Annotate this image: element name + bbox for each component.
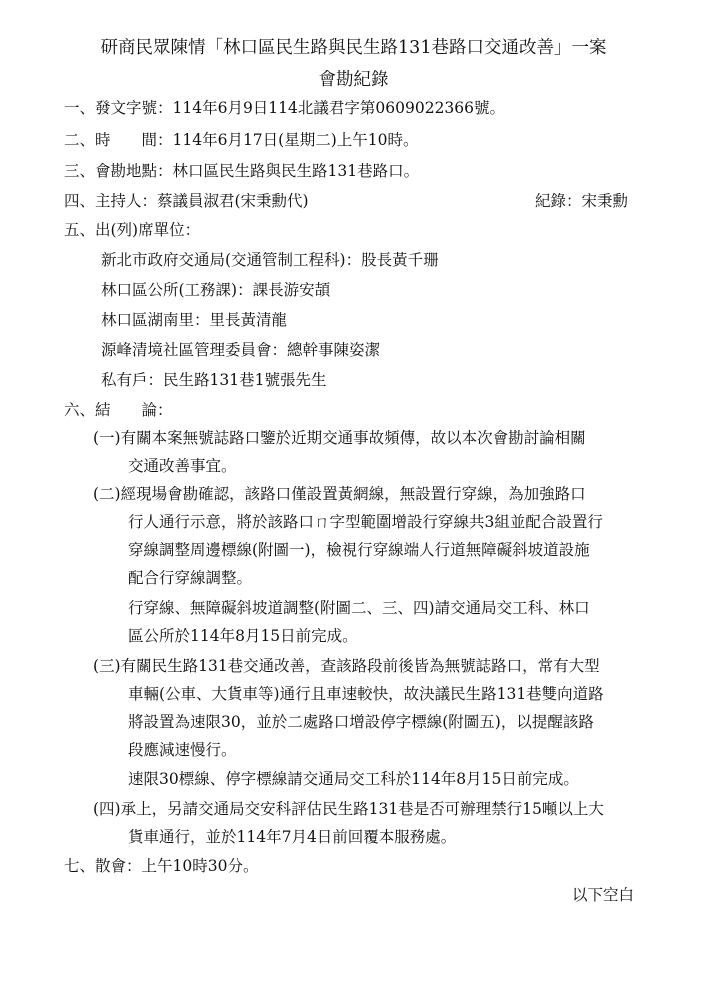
attendee-item: 林口區湖南里：里長黃清龍 — [101, 311, 288, 329]
attendees-heading: 五、出(列)席單位： — [64, 221, 201, 239]
conclusion-2-text: 行人通行示意，將於該路口ㄇ字型範圍增設行穿線共3組並配合設置行 — [128, 513, 603, 531]
conclusion-4-text: (四)承上，另請交通局交安科評估民生路131巷是否可辦理禁行15噸以上大 — [93, 800, 604, 818]
end-of-text-note: 以下空白 — [572, 886, 635, 904]
conclusion-3-text: (三)有關民生路131巷交通改善，查該路段前後皆為無號誌路口，常有大型 — [93, 657, 600, 675]
conclusion-3-text: 速限30標線、停字標線請交通局交工科於114年8月15日前完成。 — [128, 770, 579, 788]
conclusion-2-text: 區公所於114年8月15日前完成。 — [128, 627, 358, 645]
document-subtitle: 會勘紀錄 — [318, 70, 389, 90]
conclusion-2-text: 配合行穿線調整。 — [128, 569, 253, 587]
recorder-line: 紀錄：宋秉勳 — [535, 192, 629, 210]
conclusion-2-text: 行穿線、無障礙斜坡道調整(附圖二、三、四)請交通局交工科、林口 — [128, 599, 590, 617]
conclusion-2-text: (二)經現場會勘確認，該路口僅設置黃網線，無設置行穿線，為加強路口 — [93, 485, 586, 503]
conclusion-3-text: 將設置為速限30，並於二處路口增設停字標線(附圖五)，以提醒該路 — [128, 713, 594, 731]
conclusion-2-text: 穿線調整周邊標線(附圖一)，檢視行穿線端人行道無障礙斜坡道設施 — [128, 541, 590, 559]
conclusion-3-text: 段應減速慢行。 — [128, 741, 237, 759]
conclusion-heading: 六、結 論： — [64, 401, 173, 419]
host-line: 四、主持人：蔡議員淑君(宋秉勳代) — [64, 192, 309, 210]
meeting-time-line: 二、時 間：114年6月17日(星期二)上午10時。 — [64, 131, 419, 149]
adjourn-line: 七、散會：上午10時30分。 — [64, 857, 259, 875]
attendee-item: 林口區公所(工務課)：課長游安頡 — [101, 281, 331, 299]
attendee-item: 私有戶：民生路131巷1號張先生 — [101, 371, 327, 389]
conclusion-4-text: 貨車通行，並於114年7月4日前回覆本服務處。 — [128, 828, 457, 846]
doc-number-line: 一、發文字號：114年6月9日114北議君字第0609022366號。 — [64, 99, 506, 117]
attendee-item: 新北市政府交通局(交通管制工程科)：股長黃千珊 — [101, 251, 439, 269]
attendee-item: 源峰清境社區管理委員會：總幹事陳姿潔 — [101, 341, 381, 359]
document-title: 研商民眾陳情「林口區民生路與民生路131巷路口交通改善」一案 — [100, 38, 607, 58]
conclusion-1-text: (一)有關本案無號誌路口鑒於近期交通事故頻傳，故以本次會勘討論相關 — [93, 429, 586, 447]
conclusion-1-text: 交通改善事宜。 — [128, 457, 237, 475]
location-line: 三、會勘地點：林口區民生路與民生路131巷路口。 — [64, 162, 420, 180]
conclusion-3-text: 車輛(公車、大貨車等)通行且車速較快，故決議民生路131巷雙向道路 — [128, 685, 604, 703]
